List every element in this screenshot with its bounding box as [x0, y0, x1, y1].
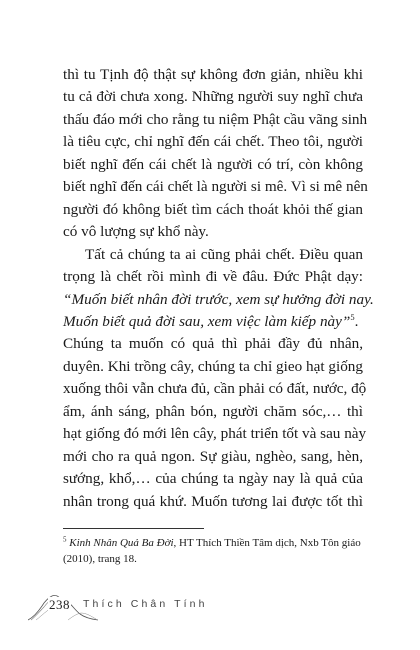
text-line: người đó không biết tìm cách thoát khỏi thế gian — [63, 200, 363, 218]
text-line: xuống thôi vẫn chưa đủ, cần phải có đất, nước, độ — [63, 380, 367, 398]
text-line: Tất cả chúng ta ai cũng phải chết. Điều quan — [85, 245, 363, 263]
quote-period: . — [354, 312, 359, 330]
text-line: thấu đáo mới cho rằng tu niệm Phật cầu vãng sinh — [63, 110, 368, 128]
text-line: hạt giống đó mới lên cây, phát triển tốt và sau này — [63, 425, 367, 443]
footnote-marker[interactable]: 5 — [350, 311, 355, 322]
text-line: duyên. Khi trồng cây, chúng ta chỉ gieo hạt giống — [63, 357, 363, 375]
text-line: nhân trong quá khứ. Muốn tương lai được tốt thì — [63, 492, 363, 510]
footnote-number: 5 — [63, 535, 67, 544]
text-line: là tiêu cực, chỉ nghĩ đến cái chết. Theo tôi, người — [63, 133, 363, 151]
quote-text: Muốn biết quả đời sau, xem việc làm kiếp này” — [63, 312, 351, 330]
text-line: thì tu Tịnh độ thật sự không đơn giản, nhiều khi — [63, 66, 363, 83]
page-footer — [28, 586, 368, 622]
footnote-line: (2010), trang 18. — [63, 553, 137, 565]
text-line: tu cả đời chưa xong. Những người suy nghĩ chưa — [63, 88, 363, 106]
text-line: ẩm, ánh sáng, phân bón, người chăm sóc,… thì — [63, 402, 363, 420]
footnote — [63, 535, 363, 567]
quote-line: “Muốn biết nhân đời trước, xem sự hưởng đời nay. — [63, 290, 374, 308]
footnote-title: Kinh Nhân Quả Ba Đời — [69, 537, 174, 549]
body-text — [63, 64, 374, 513]
quote-line-with-footnote — [63, 311, 363, 333]
footnote-divider — [63, 528, 204, 529]
text-line: biết nghĩ đến cái chết là người có trí, còn không — [63, 155, 363, 173]
running-head: Thích Chân Tính — [83, 598, 208, 610]
text-line: sướng, khổ,… của chúng ta ngày nay là quả của — [63, 470, 363, 488]
text-line: mới cho ra quả ngon. Sự giàu, nghèo, sang, hèn, — [63, 447, 363, 465]
text-line: trọng là chết rồi mình đi về đâu. Đức Phật dạy: — [63, 268, 363, 286]
text-line: Chúng ta muốn có quả thì phải đầy đủ nhân, — [63, 335, 363, 353]
text-line: biết nghĩ đến cái chết là người si mê. Vì si mê nên — [63, 178, 368, 196]
page-number: 238 — [49, 597, 70, 612]
footnote-line — [63, 535, 363, 551]
text-line: có vô lượng sự khổ này. — [63, 223, 209, 241]
footnote-text: , HT Thích Thiền Tâm dịch, Nxb Tôn giáo — [173, 537, 361, 549]
